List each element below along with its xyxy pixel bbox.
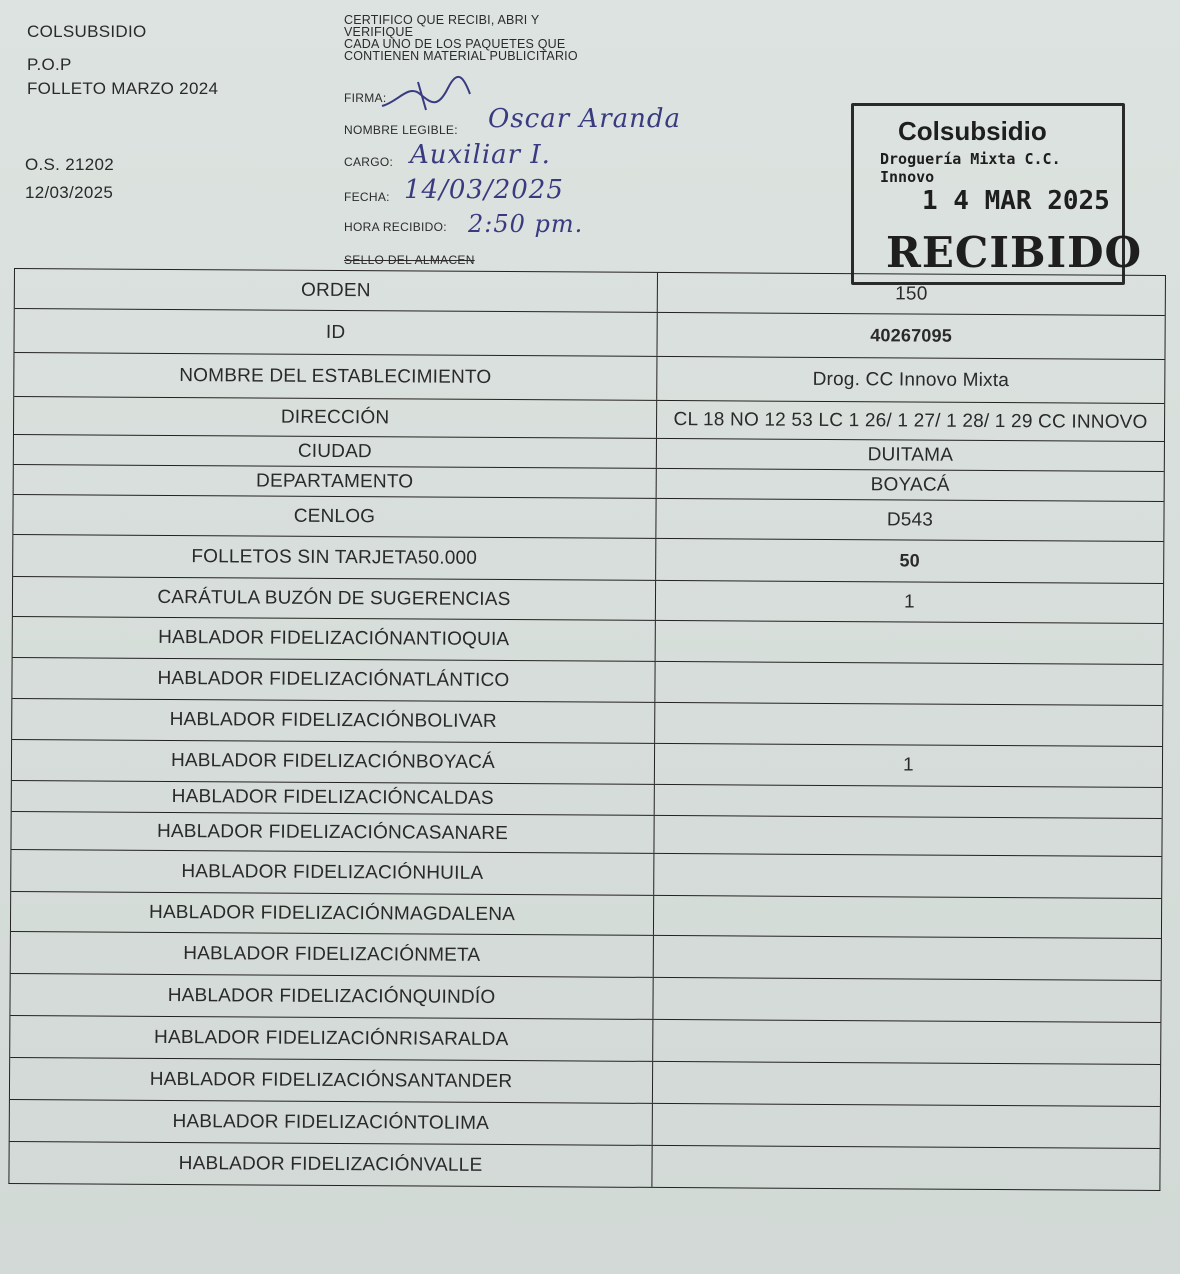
- firma-label: FIRMA:: [344, 91, 387, 105]
- row-value: [655, 621, 1163, 664]
- fecha-label: FECHA:: [344, 190, 390, 204]
- table-row: [13, 616, 1163, 664]
- order-number: O.S. 21202: [25, 155, 115, 174]
- stamp-store: Droguería Mixta C.C. Innovo: [880, 150, 1061, 186]
- row-label: HABLADOR FIDELIZACIÓNBOYACÁ: [170, 749, 496, 773]
- nombre-value: Oscar Aranda: [488, 104, 682, 134]
- table-row: [15, 268, 1165, 315]
- nombre-label: NOMBRE LEGIBLE:: [344, 123, 458, 137]
- row-value: [653, 936, 1161, 980]
- row-label: HABLADOR FIDELIZACIÓNQUINDÍO: [167, 984, 496, 1008]
- row-value: 1: [655, 581, 1163, 623]
- company-name: COLSUBSIDIO: [27, 22, 147, 41]
- row-label: HABLADOR FIDELIZACIÓNBOLIVAR: [169, 708, 497, 732]
- table-row: [14, 352, 1164, 403]
- table-row: [11, 931, 1161, 980]
- order-date: 12/03/2025: [25, 183, 114, 202]
- row-value: [653, 816, 1161, 856]
- row-value: CL 18 NO 12 53 LC 1 26/ 1 27/ 1 28/ 1 29 CC INNOVO: [656, 401, 1164, 441]
- signature-image: [378, 74, 478, 114]
- table-row: [10, 1099, 1160, 1148]
- stamp-brand: Colsubsidio: [898, 116, 1047, 146]
- row-value: [652, 1062, 1160, 1106]
- row-label: HABLADOR FIDELIZACIÓNTOLIMA: [172, 1110, 490, 1134]
- row-label: DIRECCIÓN: [280, 406, 390, 428]
- row-label: HABLADOR FIDELIZACIÓNMAGDALENA: [148, 901, 516, 925]
- cargo-label: CARGO:: [344, 155, 394, 169]
- received-stamp: [851, 103, 1143, 285]
- row-value: 150: [657, 273, 1165, 315]
- table-row: [13, 534, 1163, 583]
- table-row: [11, 891, 1161, 938]
- cert-line: CERTIFICO QUE RECIBI, ABRI Y: [344, 13, 540, 27]
- table-row: [12, 698, 1162, 746]
- row-value: [654, 662, 1162, 705]
- row-label: HABLADOR FIDELIZACIÓNANTIOQUIA: [158, 626, 510, 651]
- row-label: CIUDAD: [297, 440, 372, 462]
- fecha-value: 14/03/2025: [404, 175, 564, 205]
- row-value: [654, 703, 1162, 746]
- stamp-date: 1 4 MAR 2025: [922, 186, 1110, 216]
- row-label: HABLADOR FIDELIZACIÓNCASANARE: [156, 820, 509, 844]
- row-label: HABLADOR FIDELIZACIÓNMETA: [183, 942, 481, 966]
- row-label: HABLADOR FIDELIZACIÓNRISARALDA: [154, 1026, 509, 1050]
- row-value: [654, 785, 1162, 818]
- table-row: [9, 1141, 1159, 1190]
- table-row: [13, 494, 1163, 541]
- cert-line: VERIFIQUE: [344, 25, 414, 39]
- row-value: [652, 1020, 1160, 1064]
- cert-line: CONTIENEN MATERIAL PUBLICITARIO: [344, 49, 578, 63]
- row-label: HABLADOR FIDELIZACIÓNVALLE: [178, 1152, 483, 1176]
- row-value: [652, 1104, 1160, 1148]
- row-value: [653, 854, 1161, 898]
- row-label: ID: [325, 321, 346, 343]
- cargo-value: Auxiliar I.: [410, 140, 551, 170]
- table-row: [10, 1015, 1160, 1064]
- row-value: 1: [654, 744, 1162, 787]
- row-label: CENLOG: [293, 505, 376, 527]
- row-value: [653, 896, 1161, 938]
- row-label: CARÁTULA BUZÓN DE SUGERENCIAS: [157, 586, 511, 610]
- pop-label: P.O.P: [27, 55, 72, 74]
- row-value: Drog. CC Innovo Mixta: [656, 357, 1164, 403]
- table-row: [14, 308, 1164, 359]
- table-row: [11, 849, 1161, 898]
- row-value: [652, 978, 1160, 1022]
- table-row: [10, 973, 1160, 1022]
- delivery-table: [8, 268, 1166, 1191]
- sello-label: SELLO DEL ALMACEN: [344, 253, 475, 267]
- table-row: [12, 657, 1162, 705]
- table-row: [13, 576, 1163, 623]
- row-label: NOMBRE DEL ESTABLECIMIENTO: [179, 364, 492, 388]
- row-value: DUITAMA: [656, 439, 1164, 471]
- row-label: ORDEN: [300, 279, 371, 301]
- hora-label: HORA RECIBIDO:: [344, 220, 447, 234]
- row-label: FOLLETOS SIN TARJETA50.000: [191, 545, 478, 569]
- table-row: [12, 739, 1162, 787]
- row-label: DEPARTAMENTO: [256, 469, 414, 492]
- row-value: 40267095: [656, 313, 1164, 359]
- table-row: [10, 1057, 1160, 1106]
- hora-value: 2:50 pm.: [468, 210, 584, 238]
- row-label: HABLADOR FIDELIZACIÓNATLÁNTICO: [157, 667, 510, 692]
- certification-text: [344, 14, 578, 62]
- stamp-recibido: RECIBIDO: [886, 228, 1143, 277]
- folleto-title: FOLLETO MARZO 2024: [27, 79, 219, 98]
- row-value: [651, 1146, 1159, 1190]
- row-label: HABLADOR FIDELIZACIÓNCALDAS: [171, 785, 494, 809]
- row-label: HABLADOR FIDELIZACIÓNHUILA: [181, 860, 484, 884]
- row-label: HABLADOR FIDELIZACIÓNSANTANDER: [149, 1068, 513, 1092]
- row-value: 50: [655, 539, 1163, 583]
- row-value: BOYACÁ: [656, 469, 1164, 501]
- cert-line: CADA UNO DE LOS PAQUETES QUE: [344, 37, 566, 51]
- row-value: D543: [655, 499, 1163, 541]
